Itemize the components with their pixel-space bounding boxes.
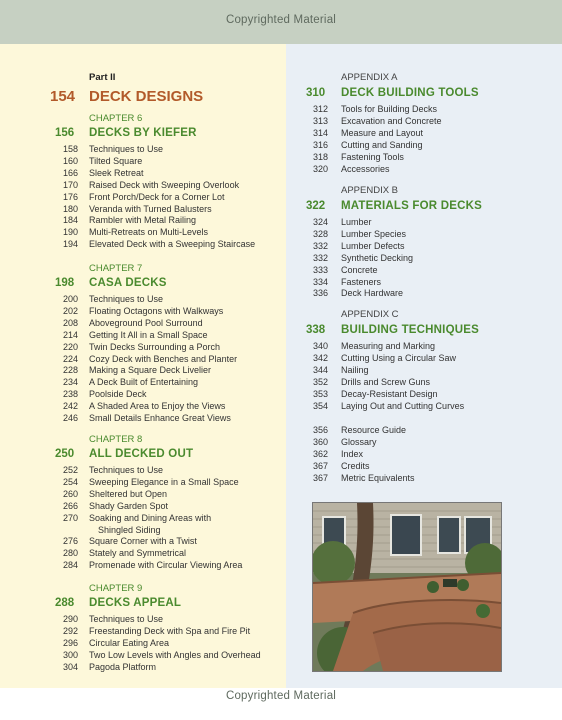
- entry-title: Veranda with Turned Balusters: [89, 203, 212, 214]
- deck-photo: [312, 502, 502, 672]
- chapter-label: CHAPTER 9: [89, 583, 143, 594]
- entry-page-number: 332: [312, 240, 328, 251]
- entry-title-continued: Shingled Siding: [98, 524, 161, 535]
- entry-title: Techniques to Use: [89, 294, 164, 304]
- toc-entry[interactable]: [286, 401, 562, 415]
- entry-page-number: 202: [62, 305, 78, 316]
- entry-title: Shady Garden Spot: [89, 500, 169, 511]
- entry-page-number: 238: [62, 389, 78, 400]
- entry-page-number: 334: [312, 276, 328, 287]
- backmatter-entry[interactable]: [286, 473, 562, 487]
- toc-entry[interactable]: [0, 413, 286, 427]
- entry-title: Lumber Species: [341, 228, 407, 239]
- entry-page-number: 260: [62, 488, 78, 499]
- entry-title: Freestanding Deck with Spa and Fire Pit: [89, 625, 251, 636]
- entry-page-number: 220: [62, 341, 78, 352]
- entry-page-number: 208: [62, 317, 78, 328]
- entry-title: Stately and Symmetrical: [89, 548, 187, 559]
- entry-page-number: 312: [312, 104, 328, 114]
- entry-page-number: 194: [62, 239, 78, 250]
- entry-title: Decay-Resistant Design: [341, 388, 438, 399]
- entry-title: Aboveground Pool Surround: [89, 317, 203, 328]
- entry-title: Small Details Enhance Great Views: [89, 413, 231, 423]
- entry-page-number: 254: [62, 476, 78, 487]
- watermark-top: Copyrighted Material: [225, 14, 337, 26]
- entry-page-number: 300: [62, 649, 78, 660]
- entry-page-number: 340: [312, 341, 328, 351]
- entry-title: A Deck Built of Entertaining: [89, 377, 199, 388]
- entry-title: Making a Square Deck Livelier: [89, 365, 212, 376]
- entry-page-number: 320: [312, 163, 328, 174]
- entry-page-number: 160: [62, 155, 78, 166]
- entry-title: Sleek Retreat: [89, 167, 144, 178]
- entry-title: Pagoda Platform: [89, 661, 157, 672]
- entry-title: Techniques to Use: [89, 465, 164, 475]
- entry-page-number: 304: [62, 661, 78, 672]
- entry-title: Cutting Using a Circular Saw: [341, 352, 457, 363]
- entry-title: Deck Hardware: [341, 288, 404, 299]
- entry-page-number: 266: [62, 500, 78, 511]
- entry-title: Measuring and Marking: [341, 341, 436, 351]
- entry-title: Glossary: [341, 436, 377, 447]
- entry-title: Getting It All in a Small Space: [89, 329, 208, 340]
- entry-page-number: 252: [62, 465, 78, 475]
- entry-page-number: 353: [312, 388, 328, 399]
- entry-title: Sweeping Elegance in a Small Space: [89, 476, 239, 487]
- entry-page-number: 332: [312, 252, 328, 263]
- entry-page-number: 280: [62, 548, 78, 559]
- entry-title: Cozy Deck with Benches and Planter: [89, 353, 238, 364]
- entry-title: Elevated Deck with a Sweeping Staircase: [89, 239, 256, 250]
- entry-page-number: 170: [62, 179, 78, 190]
- entry-page-number: 354: [312, 400, 328, 411]
- appendix-label: APPENDIX A: [341, 72, 398, 83]
- entry-title: Soaking and Dining Areas with: [89, 512, 212, 523]
- entry-title: Lumber: [341, 217, 372, 227]
- entry-page-number: 296: [62, 637, 78, 648]
- entry-title: Measure and Layout: [341, 127, 424, 138]
- part-label: Part II: [89, 72, 116, 83]
- entry-page-number: 356: [312, 425, 328, 435]
- watermark-bottom: Copyrighted Material: [225, 690, 337, 702]
- entry-page-number: 367: [312, 472, 328, 483]
- chapter-label: CHAPTER 6: [89, 113, 143, 124]
- entry-title: Cutting and Sanding: [341, 139, 423, 150]
- chapter-title: ALL DECKED OUT: [89, 448, 194, 460]
- entry-page-number: 318: [312, 151, 328, 162]
- entry-page-number: 242: [62, 401, 78, 412]
- entry-title: Tools for Building Decks: [341, 104, 438, 114]
- entry-page-number: 246: [62, 413, 78, 423]
- entry-title: Credits: [341, 460, 370, 471]
- entry-page-number: 158: [62, 144, 78, 154]
- chapter-title: DECKS APPEAL: [89, 597, 182, 609]
- chapter-page-number: 288: [55, 597, 75, 609]
- entry-title: Raised Deck with Sweeping Overlook: [89, 179, 240, 190]
- chapter-title: CASA DECKS: [89, 277, 167, 289]
- entry-title: Lumber Defects: [341, 240, 405, 251]
- entry-page-number: 214: [62, 329, 78, 340]
- entry-title: Concrete: [341, 264, 378, 275]
- entry-title: Fastening Tools: [341, 151, 404, 162]
- entry-title: Twin Decks Surrounding a Porch: [89, 341, 221, 352]
- entry-page-number: 166: [62, 167, 78, 178]
- entry-title: Fasteners: [341, 276, 382, 287]
- entry-title: A Shaded Area to Enjoy the Views: [89, 401, 226, 412]
- entry-page-number: 276: [62, 536, 78, 547]
- entry-page-number: 284: [62, 560, 78, 571]
- entry-title: Metric Equivalents: [341, 472, 415, 483]
- part-title: DECK DESIGNS: [89, 88, 204, 105]
- entry-page-number: 352: [312, 376, 328, 387]
- entry-page-number: 360: [312, 436, 328, 447]
- toc-entry[interactable]: [0, 239, 286, 253]
- appendix-page-number: 310: [306, 87, 326, 99]
- entry-page-number: 362: [312, 448, 328, 459]
- entry-title: Techniques to Use: [89, 144, 164, 154]
- entry-title: Floating Octagons with Walkways: [89, 305, 224, 316]
- chapter-title: DECKS BY KIEFER: [89, 127, 197, 139]
- entry-page-number: 367: [312, 460, 328, 471]
- toc-entry[interactable]: [286, 164, 562, 178]
- entry-page-number: 344: [312, 364, 328, 375]
- entry-page-number: 200: [62, 294, 78, 304]
- entry-title: Techniques to Use: [89, 614, 164, 624]
- entry-page-number: 313: [312, 115, 328, 126]
- entry-title: Laying Out and Cutting Curves: [341, 400, 465, 411]
- toc-entry[interactable]: [0, 560, 286, 574]
- entry-title: Circular Eating Area: [89, 637, 170, 648]
- entry-title: Front Porch/Deck for a Corner Lot: [89, 191, 225, 202]
- entry-page-number: 184: [62, 215, 78, 226]
- entry-page-number: 234: [62, 377, 78, 388]
- appendix-title: BUILDING TECHNIQUES: [341, 324, 479, 336]
- entry-title: Drills and Screw Guns: [341, 376, 431, 387]
- appendix-label: APPENDIX C: [341, 309, 399, 320]
- part-page-number: 154: [50, 88, 76, 105]
- chapter-page-number: 156: [55, 127, 75, 139]
- entry-title: Square Corner with a Twist: [89, 536, 197, 547]
- chapter-label: CHAPTER 8: [89, 434, 143, 445]
- entry-page-number: 190: [62, 227, 78, 238]
- toc-entry[interactable]: [286, 288, 562, 302]
- entry-page-number: 176: [62, 191, 78, 202]
- entry-title: Poolside Deck: [89, 389, 147, 400]
- entry-page-number: 333: [312, 264, 328, 275]
- entry-page-number: 224: [62, 353, 78, 364]
- entry-page-number: 342: [312, 352, 328, 363]
- entry-page-number: 336: [312, 288, 328, 299]
- chapter-page-number: 198: [55, 277, 75, 289]
- entry-title: Rambler with Metal Railing: [89, 215, 197, 226]
- entry-title: Index: [341, 448, 364, 459]
- entry-title: Tilted Square: [89, 155, 143, 166]
- entry-page-number: 314: [312, 127, 328, 138]
- entry-page-number: 228: [62, 365, 78, 376]
- entry-page-number: 328: [312, 228, 328, 239]
- entry-page-number: 180: [62, 203, 78, 214]
- chapter-page-number: 250: [55, 448, 75, 460]
- entry-page-number: 290: [62, 614, 78, 624]
- appendix-label: APPENDIX B: [341, 185, 399, 196]
- toc-entry[interactable]: [0, 662, 286, 676]
- entry-title: Multi-Retreats on Multi-Levels: [89, 227, 209, 238]
- entry-title: Nailing: [341, 364, 369, 375]
- entry-page-number: 324: [312, 217, 328, 227]
- deck-photo-illustration: [313, 503, 501, 671]
- entry-title: Excavation and Concrete: [341, 115, 442, 126]
- entry-page-number: 270: [62, 512, 78, 523]
- entry-title: Synthetic Decking: [341, 252, 414, 263]
- chapter-label: CHAPTER 7: [89, 263, 143, 274]
- entry-title: Promenade with Circular Viewing Area: [89, 560, 243, 571]
- entry-page-number: 316: [312, 139, 328, 150]
- appendix-page-number: 322: [306, 200, 326, 212]
- appendix-title: DECK BUILDING TOOLS: [341, 87, 479, 99]
- entry-title: Two Low Levels with Angles and Overhead: [89, 649, 261, 660]
- entry-title: Accessories: [341, 163, 390, 174]
- appendix-title: MATERIALS FOR DECKS: [341, 200, 482, 212]
- entry-title: Resource Guide: [341, 425, 407, 435]
- entry-page-number: 292: [62, 625, 78, 636]
- appendix-page-number: 338: [306, 324, 326, 336]
- entry-title: Sheltered but Open: [89, 488, 168, 499]
